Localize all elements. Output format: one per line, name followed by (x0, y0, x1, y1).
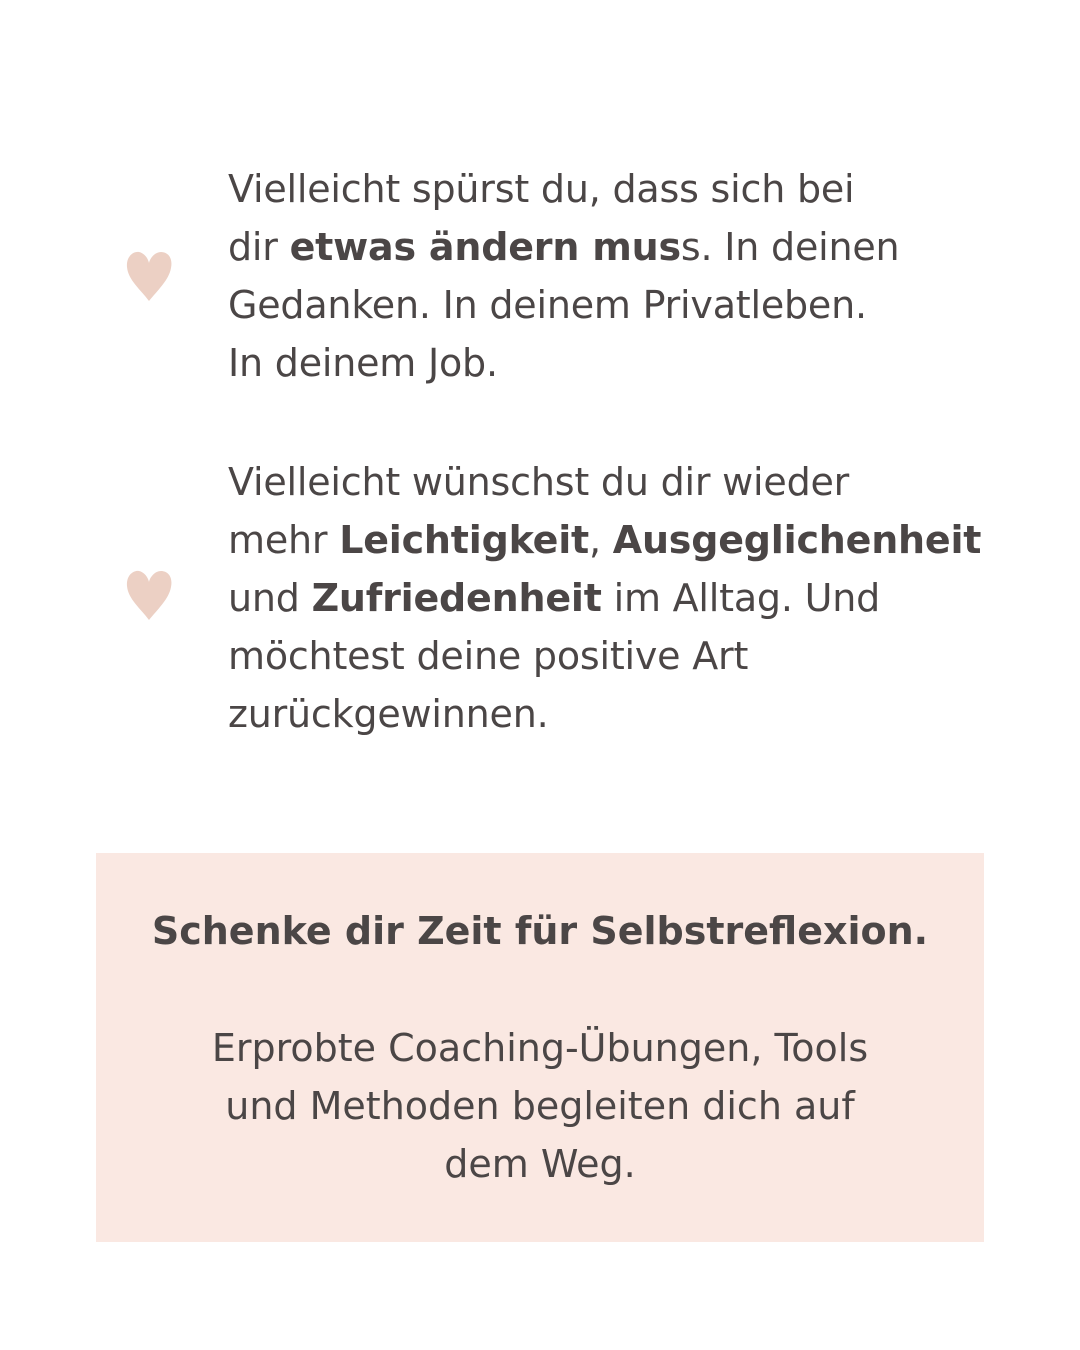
emphasis-text: Leichtigkeit (339, 518, 589, 562)
emphasis-text: etwas ändern mus (289, 225, 681, 269)
text-line: Gedanken. In deinem Privatleben. (228, 283, 867, 327)
text-line: mehr Leichtigkeit, Ausgeglichenheit (228, 518, 982, 562)
callout-body (0, 1019, 1080, 1193)
intro-paragraph-wishes (228, 453, 988, 743)
text-line: Vielleicht spürst du, dass sich bei (228, 167, 855, 211)
heart-icon (124, 569, 174, 621)
intro-paragraph-change (228, 160, 988, 392)
text-line: und Methoden begleiten dich auf (225, 1084, 855, 1128)
text-line: dem Weg. (444, 1142, 636, 1186)
text-line: In deinem Job. (228, 341, 498, 385)
callout-title: Schenke dir Zeit für Selbstreflexion. (151, 909, 929, 953)
emphasis-text: Zufriedenheit (311, 576, 602, 620)
text-line: möchtest deine positive Art (228, 634, 749, 678)
emphasis-text: Ausgeglichenheit (612, 518, 982, 562)
text-line: zurückgewinnen. (228, 692, 549, 736)
text-line: Vielleicht wünschst du dir wieder (228, 460, 850, 504)
text-line: Erprobte Coaching-Übungen, Tools (211, 1026, 869, 1070)
text-line: und Zufriedenheit im Alltag. Und (228, 576, 881, 620)
heart-icon (124, 250, 174, 302)
text-line: dir etwas ändern muss. In deinen (228, 225, 900, 269)
